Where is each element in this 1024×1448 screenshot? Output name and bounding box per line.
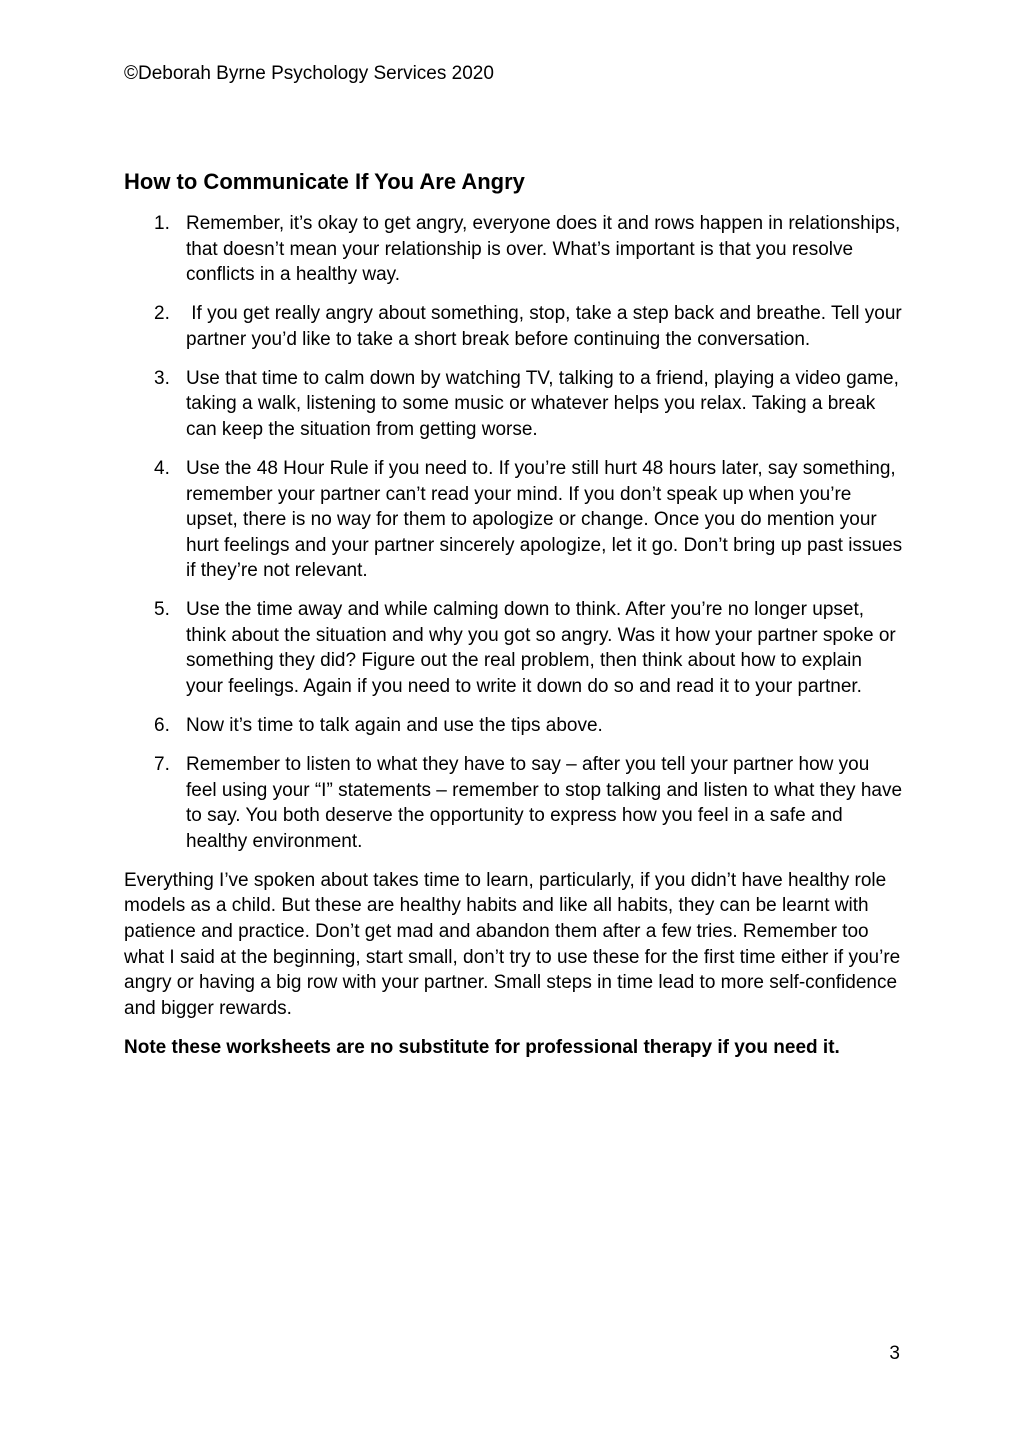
steps-list bbox=[124, 211, 908, 854]
page-title: How to Communicate If You Are Angry bbox=[124, 169, 525, 194]
list-item-text: Remember, it’s okay to get angry, everyone does it and rows happen in relationships, that doesn’t mean your relationship is over. What’s important is that you resolve conflicts in a healthy way. bbox=[186, 213, 901, 286]
list-item-number: 6. bbox=[154, 715, 170, 737]
list-item-number: 1. bbox=[154, 213, 170, 234]
list-item-number: 2. bbox=[154, 303, 170, 325]
list-item bbox=[124, 211, 904, 288]
list-item bbox=[124, 301, 908, 352]
list-item-text: Use the 48 Hour Rule if you need to. If you’re still hurt 48 hours later, say something, remember your partner can’t read your mind. If you don’t speak up when you’re upset, there is no way for them to apologize or change. Once you do mention your hurt feelings and your partner sincerely apologize, let it go. Don’t bring up past issues if they’re not relevant. bbox=[186, 457, 903, 582]
list-item-text: Use the time away and while calming down to think. After you’re no longer upset, think about the situation and why you got so angry. Was it how your partner spoke or something they did? Figure out the real problem, then think about how to explain your feelings. Again if you need to write it down do so and read it to your partner. bbox=[186, 599, 896, 698]
list-item-number: 5. bbox=[154, 599, 170, 621]
list-item bbox=[124, 366, 904, 443]
list-item-text: Now it’s time to talk again and use the tips above. bbox=[186, 715, 603, 737]
list-item-text: Use that time to calm down by watching TV, talking to a friend, playing a video game, taking a walk, listening to some music or whatever helps you relax. Taking a break can keep the situation from getting worse. bbox=[186, 367, 899, 440]
list-item bbox=[124, 456, 904, 584]
list-item-text: Remember to listen to what they have to say – after you tell your partner how you feel using your “I” statements – remember to stop talking and listen to what they have to say. You both deserve the opportunity to express how you feel in a safe and healthy environment. bbox=[186, 754, 903, 852]
list-item-number: 7. bbox=[154, 754, 170, 776]
closing-paragraph: Everything I’ve spoken about takes time to learn, particularly, if you didn’t have healthy role models as a child. But these are healthy habits and like all habits, they can be learnt with patience and practice. Don’t get mad and abandon them after a few tries. Remember too what I said at the beginning, start small, don’t try to use these for the first time either if you’re angry or having a big row with your partner. Small steps in time lead to more self-confidence and bigger rewards. bbox=[124, 869, 901, 1019]
list-item bbox=[124, 752, 904, 854]
copyright-header: ©Deborah Byrne Psychology Services 2020 bbox=[124, 63, 494, 84]
page-number: 3 bbox=[889, 1343, 900, 1364]
list-item-text: If you get really angry about something, stop, take a step back and breathe. Tell your partner you’d like to take a short break before continuing the conversation. bbox=[186, 303, 908, 350]
list-item bbox=[124, 713, 904, 739]
list-item-number: 4. bbox=[154, 457, 170, 479]
main-content bbox=[124, 211, 908, 1060]
disclaimer-note: Note these worksheets are no substitute for professional therapy if you need it. bbox=[124, 1036, 840, 1058]
list-item bbox=[124, 597, 904, 699]
list-item-number: 3. bbox=[154, 367, 170, 389]
